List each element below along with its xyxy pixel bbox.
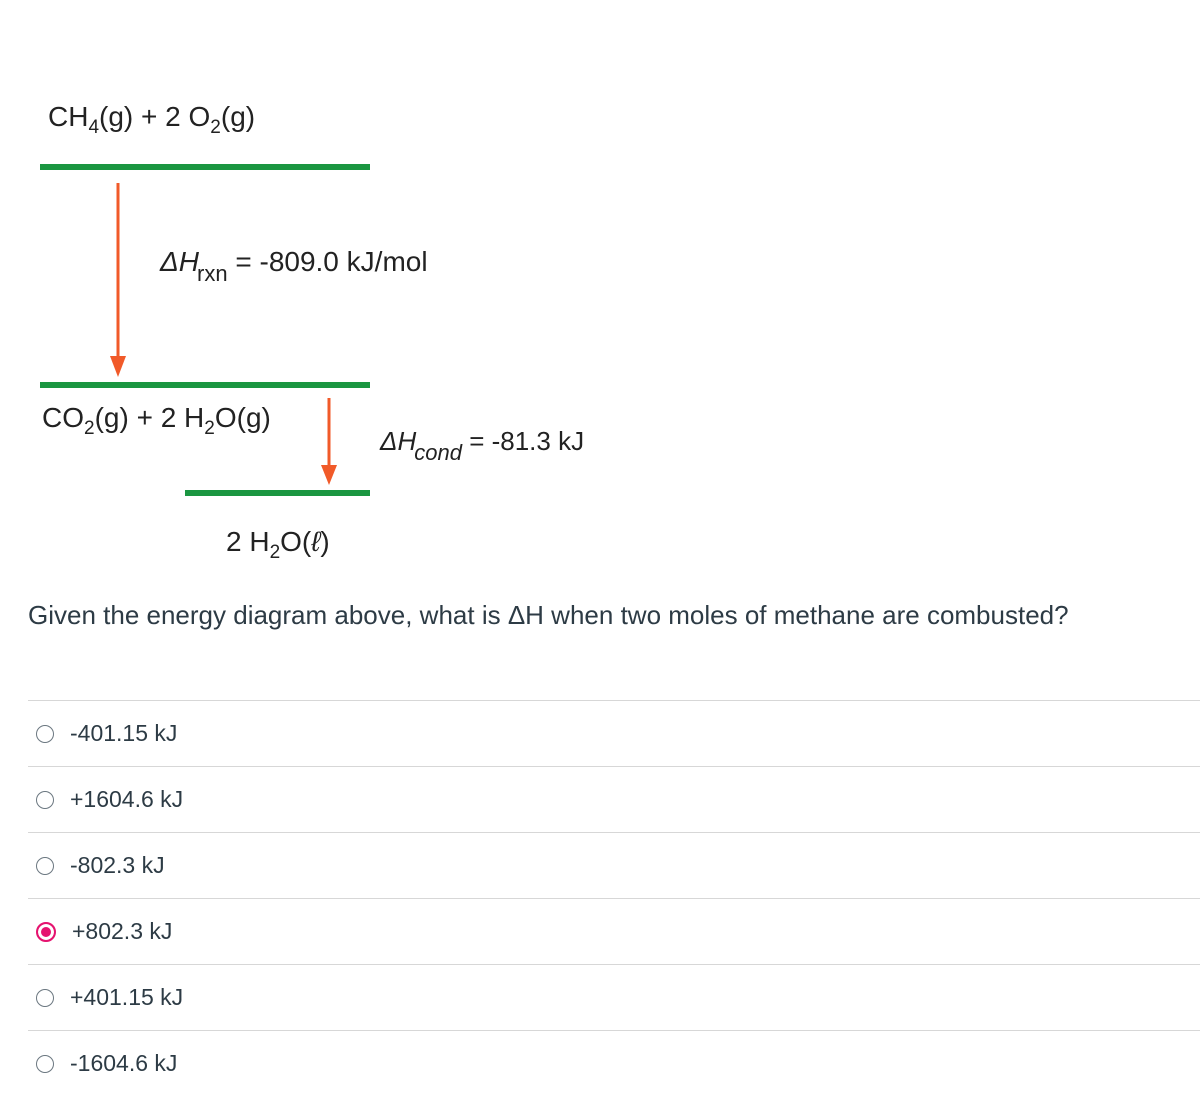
radio-button[interactable] xyxy=(36,857,54,875)
answer-options xyxy=(28,700,1200,1096)
radio-button-selected[interactable] xyxy=(36,922,56,942)
delta-h-cond-label: $\Delta H_{cond} = -81.3$ kJ xyxy=(380,426,585,465)
answer-label: +1604.6 kJ xyxy=(70,786,184,812)
intermediate-label: $CO_2(g) + 2$ $H_2O(g)$ xyxy=(42,402,271,439)
reactant-level-line xyxy=(40,164,370,170)
radio-button[interactable] xyxy=(36,725,54,743)
answer-option-3[interactable] xyxy=(28,832,1200,898)
delta-h-rxn-label: $\Delta H_{rxn} = -809.0$ kJ/mol xyxy=(160,246,428,286)
rxn-arrow xyxy=(110,183,126,377)
answer-option-6[interactable] xyxy=(28,1030,1200,1096)
products-label: 2 $H_2O(\ell)$ xyxy=(226,526,330,563)
answer-option-4[interactable] xyxy=(28,898,1200,964)
answer-option-2[interactable] xyxy=(28,766,1200,832)
answer-label: -802.3 kJ xyxy=(70,852,165,878)
product-level-line xyxy=(185,490,370,496)
intermediate-level-line xyxy=(40,382,370,388)
answer-label: -401.15 kJ xyxy=(70,720,178,746)
answer-label: +401.15 kJ xyxy=(70,984,184,1010)
answer-label: +802.3 kJ xyxy=(72,918,173,944)
answer-option-5[interactable] xyxy=(28,964,1200,1030)
radio-button[interactable] xyxy=(36,989,54,1007)
radio-button[interactable] xyxy=(36,791,54,809)
question-text: Given the energy diagram above, what is ΔH when two moles of methane are combusted? xyxy=(28,600,1069,630)
radio-button[interactable] xyxy=(36,1055,54,1073)
reactants-label: $CH_4(g) + 2$ $O_2(g)$ xyxy=(48,101,256,138)
cond-arrow xyxy=(321,398,337,485)
answer-option-1[interactable] xyxy=(28,700,1200,766)
answer-label: -1604.6 kJ xyxy=(70,1050,178,1076)
